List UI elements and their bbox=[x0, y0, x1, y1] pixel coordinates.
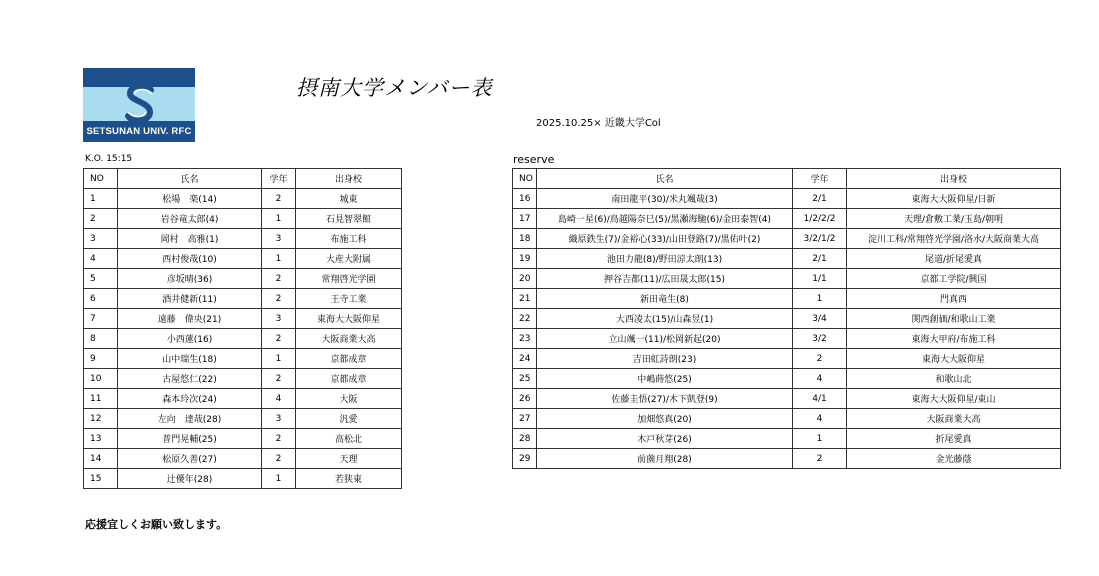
cell-no: 15 bbox=[84, 469, 118, 489]
cell-name: 左向 達哉(28) bbox=[118, 409, 262, 429]
table-row bbox=[84, 209, 402, 229]
cell-grade: 2 bbox=[262, 269, 296, 289]
cell-grade: 1 bbox=[262, 469, 296, 489]
cell-grade: 1 bbox=[793, 429, 847, 449]
cell-name: 池田力龍(8)/野田涼太朗(13) bbox=[537, 249, 793, 269]
cell-grade: 1 bbox=[262, 249, 296, 269]
s-emblem-icon bbox=[121, 80, 159, 128]
cell-grade: 4 bbox=[793, 369, 847, 389]
cell-school: 京都工学院/興国 bbox=[847, 269, 1061, 289]
cell-grade: 4/1 bbox=[793, 389, 847, 409]
cell-school: 大産大附属 bbox=[296, 249, 402, 269]
cell-no: 9 bbox=[84, 349, 118, 369]
cell-school: 関西創価/和歌山工業 bbox=[847, 309, 1061, 329]
cell-school: 大阪 bbox=[296, 389, 402, 409]
table-row bbox=[513, 189, 1061, 209]
cell-grade: 3/2/1/2 bbox=[793, 229, 847, 249]
cell-no: 4 bbox=[84, 249, 118, 269]
club-logo bbox=[83, 68, 195, 142]
logo-text: SETSUNAN UNIV. RFC bbox=[86, 126, 192, 137]
table-row bbox=[513, 429, 1061, 449]
table-row bbox=[84, 189, 402, 209]
cell-name: 木戸秋芽(26) bbox=[537, 429, 793, 449]
table-row bbox=[513, 209, 1061, 229]
cell-no: 25 bbox=[513, 369, 537, 389]
cell-school: 折尾愛真 bbox=[847, 429, 1061, 449]
cell-no: 22 bbox=[513, 309, 537, 329]
cell-no: 14 bbox=[84, 449, 118, 469]
cell-no: 19 bbox=[513, 249, 537, 269]
cell-name: 普門晃輔(25) bbox=[118, 429, 262, 449]
cell-no: 29 bbox=[513, 449, 537, 469]
table-row bbox=[513, 269, 1061, 289]
cell-school: 東海大大阪仰星/日新 bbox=[847, 189, 1061, 209]
cell-school: 尾道/折尾愛真 bbox=[847, 249, 1061, 269]
cell-no: 13 bbox=[84, 429, 118, 449]
cell-name: 西村俊哉(10) bbox=[118, 249, 262, 269]
table-row bbox=[84, 409, 402, 429]
match-info: 2025.10.25× 近畿大学Col bbox=[536, 118, 661, 129]
header-name: 氏名 bbox=[537, 169, 793, 189]
cell-name: 中嶋蒔悠(25) bbox=[537, 369, 793, 389]
cell-school: 淀川工科/常翔啓光学園/洛水/大阪商業大高 bbox=[847, 229, 1061, 249]
header-no: NO bbox=[84, 169, 118, 189]
cell-school: 天理 bbox=[296, 449, 402, 469]
cell-grade: 1 bbox=[262, 209, 296, 229]
table-row bbox=[84, 349, 402, 369]
cell-no: 17 bbox=[513, 209, 537, 229]
cell-school: 王寺工業 bbox=[296, 289, 402, 309]
cell-no: 27 bbox=[513, 409, 537, 429]
cell-school: 大阪商業大高 bbox=[847, 409, 1061, 429]
cell-grade: 1 bbox=[793, 289, 847, 309]
cell-grade: 4 bbox=[262, 389, 296, 409]
cell-grade: 2/1 bbox=[793, 249, 847, 269]
cell-name: 遠藤 偉央(21) bbox=[118, 309, 262, 329]
cell-school: 東海大甲府/布施工科 bbox=[847, 329, 1061, 349]
cell-school: 汎愛 bbox=[296, 409, 402, 429]
cell-no: 2 bbox=[84, 209, 118, 229]
cell-name: 加畑悠真(20) bbox=[537, 409, 793, 429]
cell-school: 門真西 bbox=[847, 289, 1061, 309]
table-row bbox=[513, 289, 1061, 309]
cell-no: 11 bbox=[84, 389, 118, 409]
cell-school: 布施工科 bbox=[296, 229, 402, 249]
cell-name: 彦坂晴(36) bbox=[118, 269, 262, 289]
cell-grade: 1/2/2/2 bbox=[793, 209, 847, 229]
cell-no: 5 bbox=[84, 269, 118, 289]
cell-grade: 2 bbox=[793, 349, 847, 369]
cell-name: 押谷吉都(11)/広田晟太郎(15) bbox=[537, 269, 793, 289]
header-school: 出身校 bbox=[296, 169, 402, 189]
cell-name: 辻優年(28) bbox=[118, 469, 262, 489]
cell-school: 若狭東 bbox=[296, 469, 402, 489]
cell-grade: 2 bbox=[262, 329, 296, 349]
table-row bbox=[84, 249, 402, 269]
cell-name: 山中瑞生(18) bbox=[118, 349, 262, 369]
cell-grade: 3 bbox=[262, 409, 296, 429]
cell-name: 南田龍平(30)/米丸颯哉(3) bbox=[537, 189, 793, 209]
cell-name: 古屋悠仁(22) bbox=[118, 369, 262, 389]
cell-grade: 2 bbox=[262, 369, 296, 389]
table-row bbox=[84, 309, 402, 329]
cell-school: 東海大大阪仰星/東山 bbox=[847, 389, 1061, 409]
cell-school: 和歌山北 bbox=[847, 369, 1061, 389]
table-row bbox=[513, 309, 1061, 329]
table-row bbox=[84, 449, 402, 469]
cell-school: 城東 bbox=[296, 189, 402, 209]
cell-name: 島崎一星(6)/鳥越陽奈巳(5)/黒瀬海馳(6)/金田泰智(4) bbox=[537, 209, 793, 229]
table-row bbox=[84, 369, 402, 389]
starters-table bbox=[83, 168, 402, 489]
header-grade: 学年 bbox=[793, 169, 847, 189]
cell-no: 26 bbox=[513, 389, 537, 409]
cell-no: 8 bbox=[84, 329, 118, 349]
table-row bbox=[513, 449, 1061, 469]
header-no: NO bbox=[513, 169, 537, 189]
header-name: 氏名 bbox=[118, 169, 262, 189]
table-row bbox=[84, 469, 402, 489]
cell-school: 東海大大阪仰星 bbox=[296, 309, 402, 329]
cell-school: 高松北 bbox=[296, 429, 402, 449]
cell-no: 21 bbox=[513, 289, 537, 309]
cell-no: 10 bbox=[84, 369, 118, 389]
table-row bbox=[513, 329, 1061, 349]
table-header-row bbox=[84, 169, 402, 189]
table-row bbox=[84, 229, 402, 249]
table-row bbox=[84, 389, 402, 409]
cell-name: 小西蓮(16) bbox=[118, 329, 262, 349]
cell-school: 石見智翠館 bbox=[296, 209, 402, 229]
cell-name: 前薗月翔(28) bbox=[537, 449, 793, 469]
cell-name: 酒井健新(11) bbox=[118, 289, 262, 309]
table-header-row bbox=[513, 169, 1061, 189]
cell-name: 吉田虹詩朗(23) bbox=[537, 349, 793, 369]
cell-name: 松原久善(27) bbox=[118, 449, 262, 469]
cell-no: 18 bbox=[513, 229, 537, 249]
table-row bbox=[84, 429, 402, 449]
cell-no: 28 bbox=[513, 429, 537, 449]
cell-school: 天理/倉敷工業/玉島/朝明 bbox=[847, 209, 1061, 229]
cell-name: 岡村 高雅(1) bbox=[118, 229, 262, 249]
cell-school: 東海大大阪仰星 bbox=[847, 349, 1061, 369]
cell-name: 大西凌太(15)/山森昱(1) bbox=[537, 309, 793, 329]
table-row bbox=[84, 289, 402, 309]
reserve-label: reserve bbox=[513, 153, 555, 166]
header-school: 出身校 bbox=[847, 169, 1061, 189]
cell-no: 20 bbox=[513, 269, 537, 289]
cell-no: 24 bbox=[513, 349, 537, 369]
table-row bbox=[84, 329, 402, 349]
cell-name: 森本玲次(24) bbox=[118, 389, 262, 409]
cell-grade: 2 bbox=[262, 449, 296, 469]
header-grade: 学年 bbox=[262, 169, 296, 189]
cell-no: 6 bbox=[84, 289, 118, 309]
table-row bbox=[84, 269, 402, 289]
cell-no: 3 bbox=[84, 229, 118, 249]
cell-grade: 3/4 bbox=[793, 309, 847, 329]
kickoff-time: K.O. 15:15 bbox=[85, 154, 133, 164]
cell-no: 12 bbox=[84, 409, 118, 429]
cell-grade: 2 bbox=[262, 429, 296, 449]
table-row bbox=[513, 409, 1061, 429]
cell-grade: 2 bbox=[262, 289, 296, 309]
cell-grade: 1/1 bbox=[793, 269, 847, 289]
cell-school: 京都成章 bbox=[296, 349, 402, 369]
table-row bbox=[513, 349, 1061, 369]
cell-no: 16 bbox=[513, 189, 537, 209]
cell-grade: 1 bbox=[262, 349, 296, 369]
cell-grade: 2 bbox=[793, 449, 847, 469]
footer-message: 応援宜しくお願い致します。 bbox=[85, 518, 228, 531]
cell-grade: 3/2 bbox=[793, 329, 847, 349]
cell-school: 常翔啓光学園 bbox=[296, 269, 402, 289]
cell-grade: 3 bbox=[262, 309, 296, 329]
cell-name: 新田竜生(8) bbox=[537, 289, 793, 309]
cell-grade: 4 bbox=[793, 409, 847, 429]
cell-name: 岩谷竜太郎(4) bbox=[118, 209, 262, 229]
cell-no: 23 bbox=[513, 329, 537, 349]
cell-school: 大阪商業大高 bbox=[296, 329, 402, 349]
cell-no: 1 bbox=[84, 189, 118, 209]
reserves-table bbox=[512, 168, 1061, 469]
cell-name: 織原鉄生(7)/金裕心(33)/山田登路(7)/黒佑叶(2) bbox=[537, 229, 793, 249]
cell-grade: 3 bbox=[262, 229, 296, 249]
cell-name: 立山颯一(11)/松岡新起(20) bbox=[537, 329, 793, 349]
table-row bbox=[513, 369, 1061, 389]
table-row bbox=[513, 389, 1061, 409]
table-row bbox=[513, 229, 1061, 249]
cell-name: 佐藤圭悟(27)/木下凱登(9) bbox=[537, 389, 793, 409]
page-title: 摂南大学メンバー表 bbox=[296, 76, 493, 100]
cell-grade: 2 bbox=[262, 189, 296, 209]
cell-grade: 2/1 bbox=[793, 189, 847, 209]
cell-school: 金光藤蔭 bbox=[847, 449, 1061, 469]
cell-school: 京都成章 bbox=[296, 369, 402, 389]
cell-no: 7 bbox=[84, 309, 118, 329]
table-row bbox=[513, 249, 1061, 269]
cell-name: 松場 楽(14) bbox=[118, 189, 262, 209]
